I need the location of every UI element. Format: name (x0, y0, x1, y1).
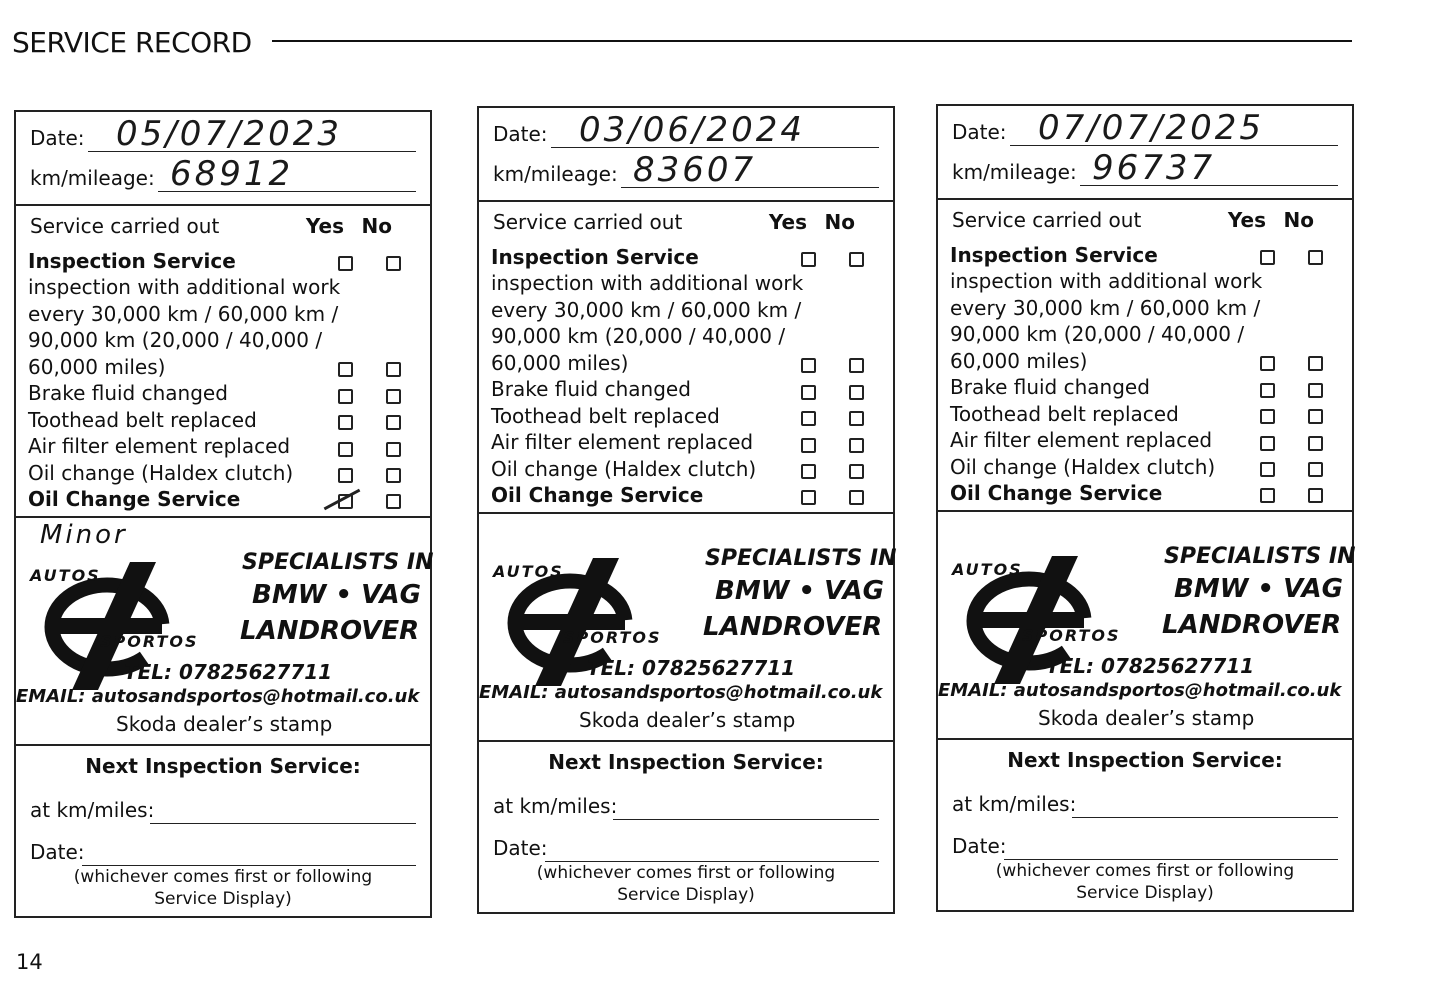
stamp-telephone: TEL: 07825627711 (587, 656, 796, 680)
additional-work-yes-checkbox[interactable] (801, 358, 816, 373)
next-inspection-section (14, 744, 432, 918)
next-inspection-title: Next Inspection Service: (85, 754, 361, 778)
handwritten-note: Minor (40, 520, 128, 550)
oil-haldex-yes-checkbox[interactable] (801, 464, 816, 479)
checklist-header (30, 214, 416, 238)
next-inspection-section (936, 738, 1354, 912)
additional-work-line-4: 60,000 miles) (950, 349, 1088, 373)
record-header (477, 106, 895, 202)
oil-change-service-label: Oil Change Service (28, 487, 241, 511)
service-carried-out-label: Service carried out (30, 214, 220, 238)
brake-fluid-label: Brake fluid changed (950, 375, 1150, 399)
brake-fluid-no-checkbox[interactable] (1308, 383, 1323, 398)
inspection-yes-checkbox[interactable] (801, 252, 816, 267)
air-filter-no-checkbox[interactable] (849, 438, 864, 453)
additional-work-line-2: every 30,000 km / 60,000 km / (491, 298, 802, 322)
dealer-stamp-area (477, 512, 895, 742)
service-checklist (14, 204, 432, 518)
oil-change-haldex-label: Oil change (Haldex clutch) (28, 461, 294, 485)
oil-change-service-label: Oil Change Service (950, 481, 1163, 505)
mileage-label: km/mileage: (952, 160, 1077, 184)
brake-fluid-label: Brake fluid changed (491, 377, 691, 401)
note-line-1: (whichever comes first or following (536, 863, 836, 883)
next-km-row (952, 790, 1338, 818)
date-label: Date: (30, 126, 85, 150)
note-line-1: (whichever comes first or following (73, 867, 373, 887)
additional-work-no-checkbox[interactable] (386, 362, 401, 377)
dealer-stamp (938, 512, 1356, 738)
mileage-row (30, 154, 416, 194)
mileage-value[interactable]: 96737 (1092, 148, 1216, 188)
service-date-value[interactable]: 03/06/2024 (579, 110, 805, 150)
additional-work-line-4: 60,000 miles) (28, 355, 166, 379)
oil-service-no-checkbox[interactable] (849, 490, 864, 505)
toothead-belt-yes-checkbox[interactable] (338, 415, 353, 430)
additional-work-line-2: every 30,000 km / 60,000 km / (950, 296, 1261, 320)
toothead-belt-label: Toothead belt replaced (28, 408, 257, 432)
additional-work-line-4: 60,000 miles) (491, 351, 629, 375)
next-km-input[interactable] (1072, 817, 1338, 819)
toothead-belt-label: Toothead belt replaced (950, 402, 1179, 426)
brake-fluid-yes-checkbox[interactable] (801, 385, 816, 400)
additional-work-line-3: 90,000 km (20,000 / 40,000 / (491, 324, 786, 348)
stamp-telephone: TEL: 07825627711 (1046, 654, 1255, 678)
stamp-brand-bottom: SPORTOS (100, 632, 199, 651)
mileage-value[interactable]: 83607 (633, 150, 757, 190)
oil-service-no-checkbox[interactable] (386, 494, 401, 509)
additional-work-line-1: inspection with additional work (950, 269, 1263, 293)
brake-fluid-yes-checkbox[interactable] (338, 389, 353, 404)
stamp-brand-top: AUTOS (493, 562, 564, 581)
date-row (30, 114, 416, 154)
note-line-2: Service Display) (1076, 883, 1214, 903)
dealer-stamp-label: Skoda dealer’s stamp (579, 708, 796, 732)
note-line-1: (whichever comes first or following (995, 861, 1295, 881)
additional-work-line-3: 90,000 km (20,000 / 40,000 / (950, 322, 1245, 346)
date-row (493, 110, 879, 150)
stamp-specialists: SPECIALISTS IN (1164, 544, 1356, 569)
next-date-row (952, 832, 1338, 860)
service-date-value[interactable]: 05/07/2023 (116, 114, 342, 154)
next-date-row (493, 834, 879, 862)
next-km-row (493, 792, 879, 820)
dealer-stamp-label: Skoda dealer’s stamp (1038, 706, 1255, 730)
stamp-brand-bottom: SPORTOS (1022, 626, 1121, 645)
air-filter-yes-checkbox[interactable] (338, 442, 353, 457)
stamp-makes-1: BMW • VAG (1174, 574, 1343, 604)
no-column-label: No (1283, 208, 1314, 232)
oil-haldex-no-checkbox[interactable] (1308, 462, 1323, 477)
mileage-row (493, 150, 879, 190)
dealer-stamp-label: Skoda dealer’s stamp (116, 712, 333, 736)
brake-fluid-no-checkbox[interactable] (849, 385, 864, 400)
inspection-yes-checkbox[interactable] (338, 256, 353, 271)
dealer-stamp-area (936, 510, 1354, 740)
stamp-brand-bottom: SPORTOS (563, 628, 662, 647)
air-filter-yes-checkbox[interactable] (1260, 436, 1275, 451)
additional-work-line-2: every 30,000 km / 60,000 km / (28, 302, 339, 326)
mileage-label: km/mileage: (30, 166, 155, 190)
oil-haldex-yes-checkbox[interactable] (1260, 462, 1275, 477)
additional-work-line-1: inspection with additional work (491, 271, 804, 295)
next-inspection-section (477, 740, 895, 914)
next-km-input[interactable] (150, 823, 416, 825)
stamp-email: EMAIL: autosandsportos@hotmail.co.uk (938, 680, 1342, 701)
service-carried-out-label: Service carried out (493, 210, 683, 234)
air-filter-label: Air filter element replaced (28, 434, 291, 458)
next-inspection-title: Next Inspection Service: (548, 750, 824, 774)
stamp-specialists: SPECIALISTS IN (705, 546, 897, 571)
inspection-no-checkbox[interactable] (849, 252, 864, 267)
additional-work-yes-checkbox[interactable] (1260, 356, 1275, 371)
brake-fluid-no-checkbox[interactable] (386, 389, 401, 404)
stamp-telephone: TEL: 07825627711 (124, 660, 333, 684)
next-km-label: at km/miles: (952, 792, 1077, 816)
toothead-belt-no-checkbox[interactable] (386, 415, 401, 430)
note-line-2: Service Display) (154, 889, 292, 909)
toothead-belt-no-checkbox[interactable] (1308, 409, 1323, 424)
stamp-makes-1: BMW • VAG (252, 580, 421, 610)
stamp-makes-1: BMW • VAG (715, 576, 884, 606)
stamp-makes-2: LANDROVER (703, 612, 883, 642)
note-line-2: Service Display) (617, 885, 755, 905)
stamp-makes-2: LANDROVER (1162, 610, 1342, 640)
oil-haldex-no-checkbox[interactable] (849, 464, 864, 479)
next-date-label: Date: (952, 834, 1007, 858)
additional-work-yes-checkbox[interactable] (338, 362, 353, 377)
checklist-header (952, 208, 1338, 232)
date-label: Date: (493, 122, 548, 146)
yes-column-label: Yes (1227, 208, 1266, 232)
air-filter-yes-checkbox[interactable] (801, 438, 816, 453)
oil-haldex-no-checkbox[interactable] (386, 468, 401, 483)
record-header (14, 110, 432, 206)
dealer-stamp (479, 514, 897, 740)
toothead-belt-yes-checkbox[interactable] (801, 411, 816, 426)
service-carried-out-label: Service carried out (952, 208, 1142, 232)
brake-fluid-yes-checkbox[interactable] (1260, 383, 1275, 398)
stamp-email: EMAIL: autosandsportos@hotmail.co.uk (479, 682, 883, 703)
oil-change-service-label: Oil Change Service (491, 483, 704, 507)
additional-work-no-checkbox[interactable] (849, 358, 864, 373)
additional-work-no-checkbox[interactable] (1308, 356, 1323, 371)
date-label: Date: (952, 120, 1007, 144)
title-rule (272, 40, 1352, 42)
next-date-label: Date: (30, 840, 85, 864)
oil-service-no-checkbox[interactable] (1308, 488, 1323, 503)
oil-change-haldex-label: Oil change (Haldex clutch) (491, 457, 757, 481)
no-column-label: No (824, 210, 855, 234)
stamp-makes-2: LANDROVER (240, 616, 420, 646)
air-filter-no-checkbox[interactable] (1308, 436, 1323, 451)
next-date-label: Date: (493, 836, 548, 860)
oil-haldex-yes-checkbox[interactable] (338, 468, 353, 483)
stamp-brand-top: AUTOS (30, 566, 101, 585)
next-km-input[interactable] (613, 819, 879, 821)
toothead-belt-label: Toothead belt replaced (491, 404, 720, 428)
yes-column-label: Yes (305, 214, 344, 238)
toothead-belt-yes-checkbox[interactable] (1260, 409, 1275, 424)
oil-service-yes-checkbox[interactable] (1260, 488, 1275, 503)
stamp-brand-top: AUTOS (952, 560, 1023, 579)
next-km-label: at km/miles: (30, 798, 155, 822)
air-filter-label: Air filter element replaced (950, 428, 1213, 452)
stamp-email: EMAIL: autosandsportos@hotmail.co.uk (16, 686, 420, 707)
inspection-yes-checkbox[interactable] (1260, 250, 1275, 265)
service-date-value[interactable]: 07/07/2025 (1038, 108, 1264, 148)
inspection-service-label: Inspection Service (950, 243, 1158, 267)
air-filter-no-checkbox[interactable] (386, 442, 401, 457)
dealer-stamp (16, 518, 434, 744)
air-filter-label: Air filter element replaced (491, 430, 754, 454)
mileage-value[interactable]: 68912 (170, 154, 294, 194)
brake-fluid-label: Brake fluid changed (28, 381, 228, 405)
additional-work-line-3: 90,000 km (20,000 / 40,000 / (28, 328, 323, 352)
yes-column-label: Yes (768, 210, 807, 234)
additional-work-line-1: inspection with additional work (28, 275, 341, 299)
record-header (936, 104, 1354, 200)
oil-service-yes-checkbox[interactable] (801, 490, 816, 505)
next-inspection-title: Next Inspection Service: (1007, 748, 1283, 772)
checklist-header (493, 210, 879, 234)
date-row (952, 108, 1338, 148)
stamp-specialists: SPECIALISTS IN (242, 550, 434, 575)
next-date-row (30, 838, 416, 866)
service-checklist (936, 198, 1354, 512)
page-number: 14 (16, 950, 43, 974)
no-column-label: No (361, 214, 392, 238)
dealer-stamp-area (14, 516, 432, 746)
next-km-row (30, 796, 416, 824)
inspection-no-checkbox[interactable] (386, 256, 401, 271)
oil-change-haldex-label: Oil change (Haldex clutch) (950, 455, 1216, 479)
service-checklist (477, 200, 895, 514)
mileage-row (952, 148, 1338, 188)
toothead-belt-no-checkbox[interactable] (849, 411, 864, 426)
inspection-no-checkbox[interactable] (1308, 250, 1323, 265)
mileage-label: km/mileage: (493, 162, 618, 186)
page-title: SERVICE RECORD (12, 26, 252, 59)
inspection-service-label: Inspection Service (28, 249, 236, 273)
inspection-service-label: Inspection Service (491, 245, 699, 269)
next-km-label: at km/miles: (493, 794, 618, 818)
